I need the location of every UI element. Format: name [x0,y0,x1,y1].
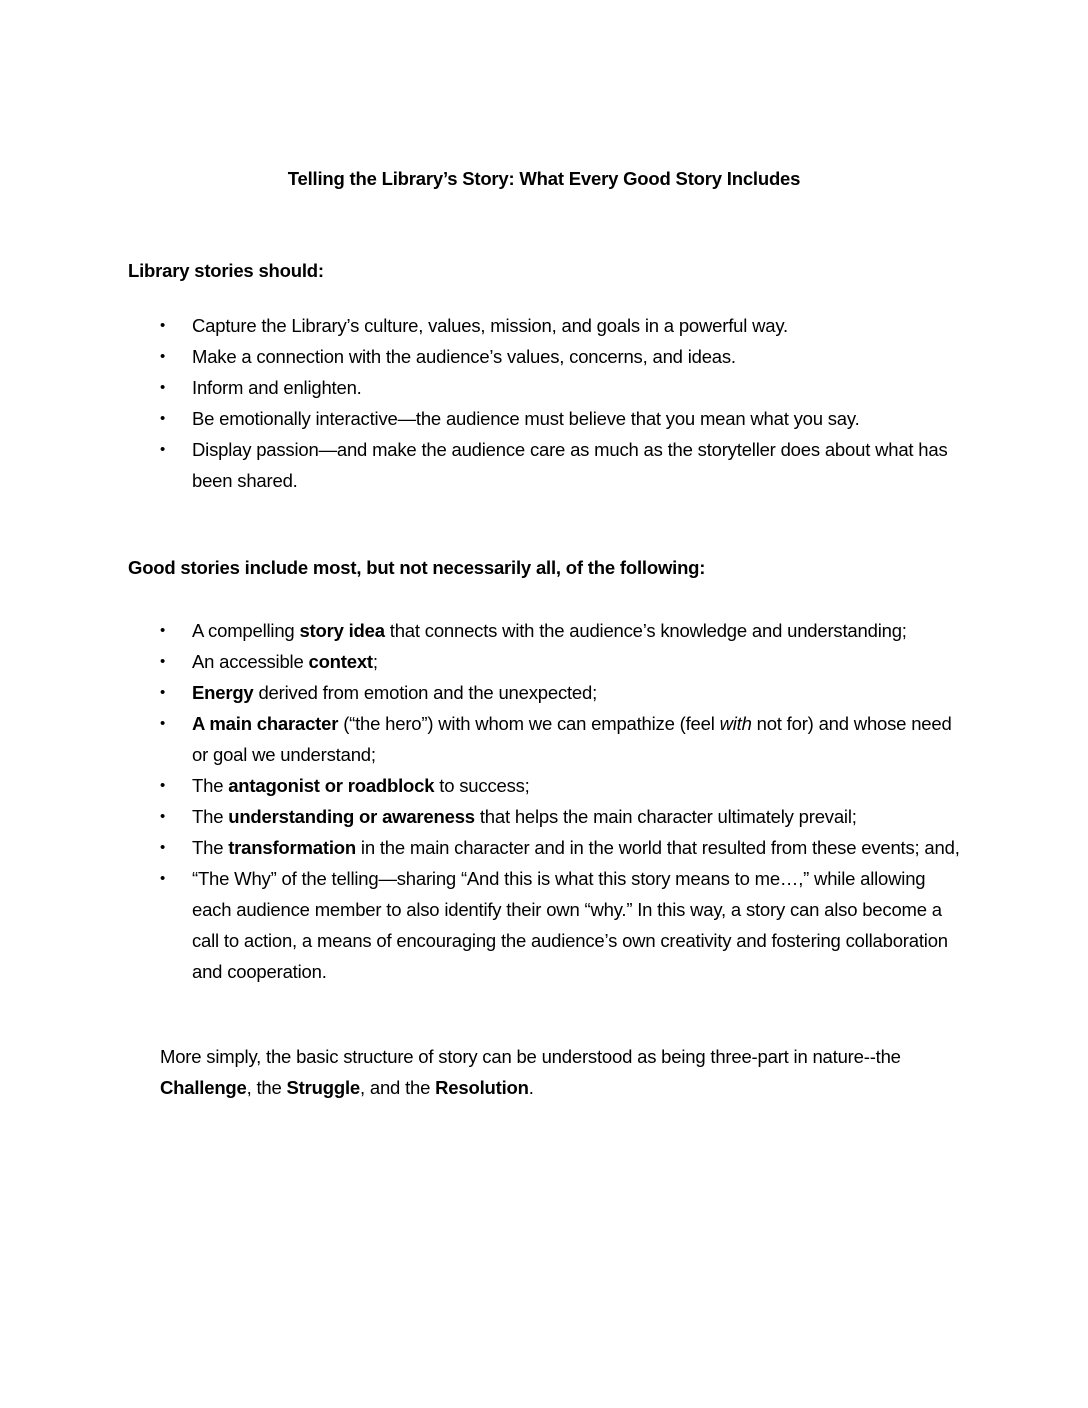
text-segment: An accessible [192,651,309,672]
text-segment: (“the hero”) with whom we can empathize (feel [338,713,720,734]
text-segment: . [528,1077,534,1098]
list-item-text [192,408,860,429]
list-item-text [192,620,907,641]
text-segment: in the main character and in the world that resulted from these events; and, [355,837,960,858]
text-segment: Display passion—and make the audience care as much as the storyteller does about what has been shared. [192,439,948,491]
list-item [128,801,960,832]
closing-paragraph [160,1041,960,1103]
bullet-icon: • [160,379,166,396]
bullet-icon: • [160,410,166,427]
library-stories-list [128,310,960,496]
list-item [128,310,960,341]
list-item-text [192,377,362,398]
text-segment: not for) and whose need or goal we understand; [192,713,952,765]
bullet-icon: • [160,622,166,639]
text-segment: antagonist or roadblock [228,775,435,796]
bullet-icon: • [160,808,166,825]
list-item [128,341,960,372]
text-segment: that helps the main character ultimately prevail; [474,806,857,827]
text-segment: Capture the Library’s culture, values, mission, and goals in a powerful way. [192,315,788,336]
bullet-icon: • [160,839,166,856]
list-item [128,434,960,496]
text-segment: derived from emotion and the unexpected; [253,682,598,703]
list-item [128,708,960,770]
list-item-text [192,346,736,367]
list-item [128,615,960,646]
bullet-icon: • [160,870,166,887]
text-segment: Be emotionally interactive—the audience must believe that you mean what you say. [192,408,860,429]
text-segment: More simply, the basic structure of story can be understood as being three-part in nature--​the [160,1046,901,1067]
list-item [128,832,960,863]
list-item-text [192,837,960,858]
text-segment: A main character [192,713,339,734]
list-item [128,677,960,708]
list-item-text [192,682,597,703]
text-segment: that connects with the audience’s knowledge and understanding; [384,620,907,641]
section-heading-good-stories: Good stories include most, but not necessarily all, of the following: [128,557,706,578]
text-segment: Struggle [286,1077,360,1098]
good-stories-list [128,615,960,987]
text-segment: Make a connection with the audience’s values, concerns, and ideas. [192,346,736,367]
text-segment: ; [372,651,378,672]
text-segment: Resolution [435,1077,529,1098]
bullet-icon: • [160,441,166,458]
text-segment: The [192,837,229,858]
text-segment: , and the [359,1077,436,1098]
list-item-text [192,439,948,491]
text-segment: to success; [434,775,530,796]
list-item-text [192,315,788,336]
text-segment: with [719,713,752,734]
bullet-icon: • [160,777,166,794]
bullet-icon: • [160,348,166,365]
bullet-icon: • [160,317,166,334]
text-segment: A compelling [192,620,300,641]
text-segment: transformation [228,837,356,858]
list-item-text [192,868,948,982]
text-segment: The [192,806,229,827]
list-item [128,403,960,434]
text-segment: “The Why” of the telling—sharing “And this is what this story means to me…,” while allowing each audience member to also identify their own “why.” In this way, a story can also become a call to action, a means of encouraging the audience’s own creativity and fostering collaboration and cooperation. [192,868,948,982]
text-segment: context [308,651,373,672]
list-item [128,863,960,987]
text-segment: The [192,775,229,796]
text-segment: Inform and enlighten. [192,377,362,398]
text-segment: , the [246,1077,287,1098]
bullet-icon: • [160,715,166,732]
text-segment: understanding or awareness [228,806,475,827]
list-item [128,770,960,801]
document-title: Telling the Library’s Story: What Every Good Story Includes [287,168,801,189]
list-item-text [192,651,378,672]
section-heading-library-stories: Library stories should: [128,260,324,281]
text-segment: Energy [192,682,254,703]
list-item [128,372,960,403]
text-segment: Challenge [160,1077,247,1098]
list-item-text [192,806,857,827]
list-item [128,646,960,677]
list-item-text [192,713,952,765]
list-item-text [192,775,530,796]
bullet-icon: • [160,653,166,670]
bullet-icon: • [160,684,166,701]
text-segment: story idea [299,620,385,641]
